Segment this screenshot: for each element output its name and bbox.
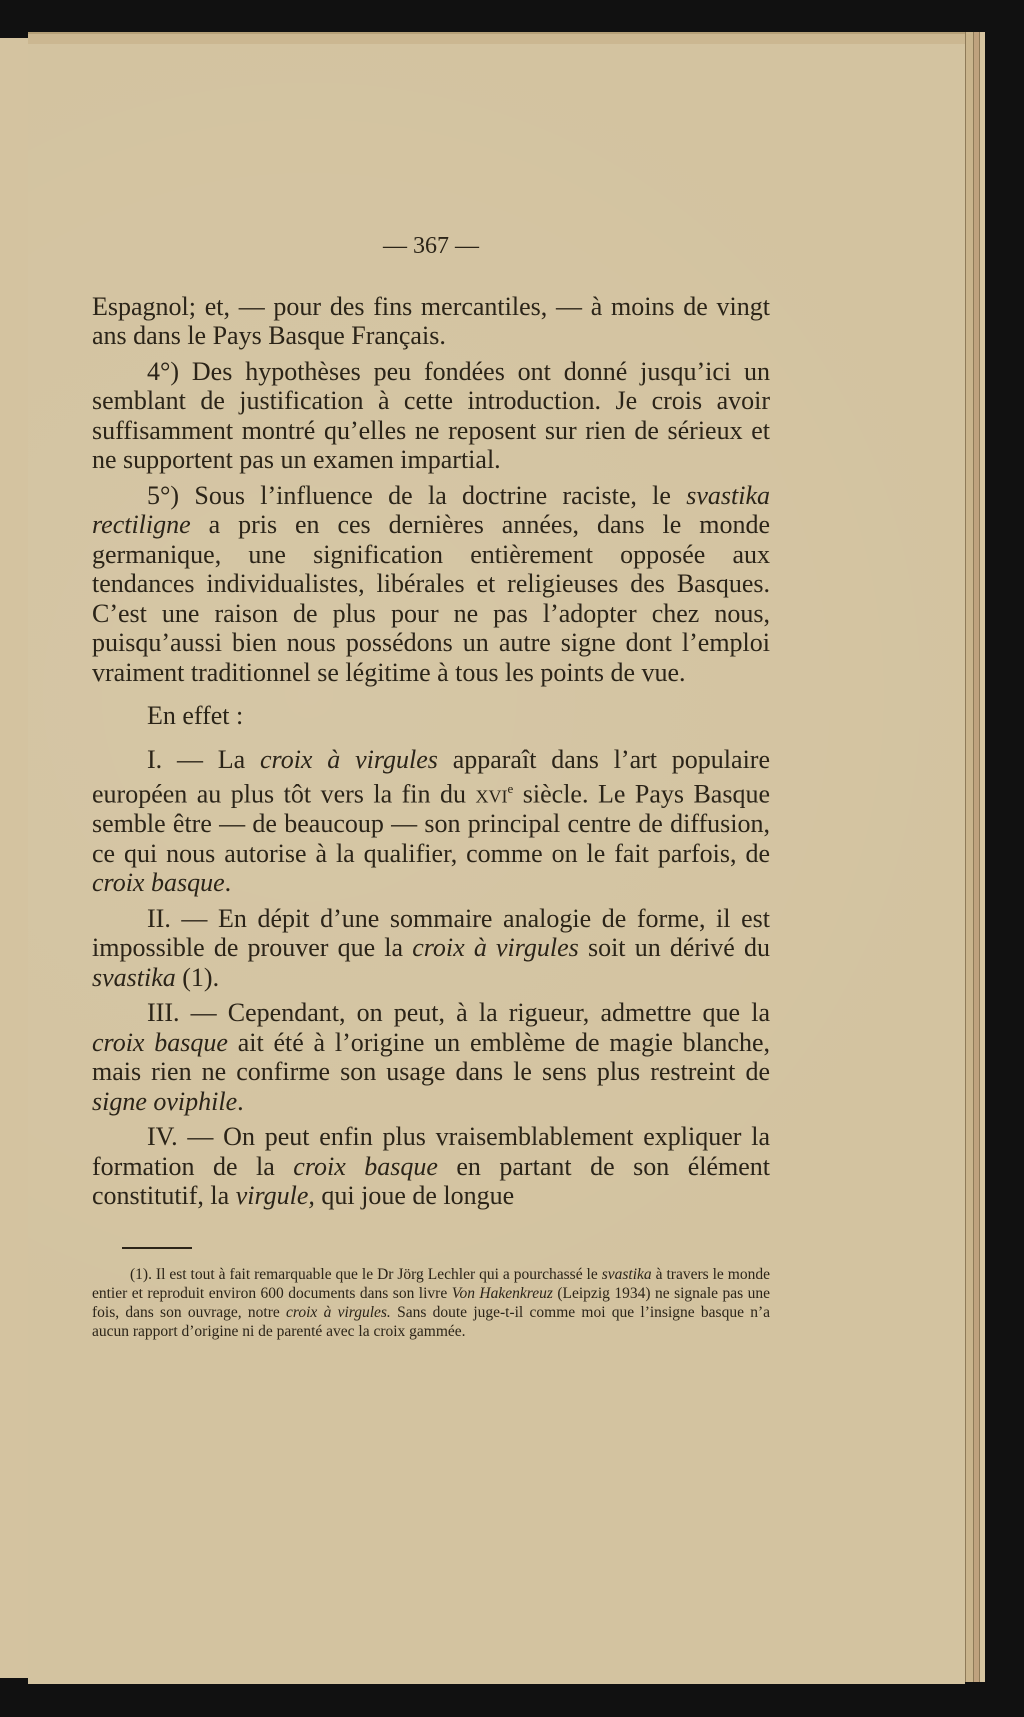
list-item-1: I. — La croix à virgules apparaît dans l’art populaire européen au plus tôt vers la fin du xvi$^e$ siècle. Le Pays Basque semble être — de beaucoup — son principal centre de diffusion, ce qui nous autorise à la qualifier, comme on le fait parfois, de croix basque. bbox=[92, 744, 771, 898]
page-number: — 367 — bbox=[383, 233, 479, 259]
footnote: (1). Il est tout à fait remarquable que le Dr Jörg Lechler qui a pourchassé le svastika à travers le monde entier et reproduit environ 600 documents dans son livre Von Hakenkreuz (Leipzig 1934) ne signale pas une fois, dans son ouvrage, notre croix à virgules. Sans doute juge-t-il comme moi que l’insigne basque n’a aucun rapport d’origine ni de parenté avec la croix gammée. bbox=[92, 1265, 770, 1340]
paragraph-5: 5°) Sous l’influence de la doctrine raciste, le svastika rectiligne a pris en ces dernières années, dans le monde germanique, une signification entièrement opposée aux tendances individualistes, libérales et religieuses des Basques. C’est une raison de plus pour ne pas l’adopter chez nous, puisqu’aussi bien nous possédons un autre signe dont l’emploi vraiment traditionnel se légitime à tous les points de vue. bbox=[92, 480, 770, 687]
paragraph-continuation: Espagnol; et, — pour des fins mercantiles, — à moins de vingt ans dans le Pays Basque Français. bbox=[92, 291, 770, 350]
list-item-3: III. — Cependant, on peut, à la rigueur, admettre que la croix basque ait été à l’origine un emblème de magie blanche, mais rien ne confirme son usage dans le sens plus restreint de signe oviphile. bbox=[92, 998, 770, 1116]
list-item-4: IV. — On peut enfin plus vraisemblablement expliquer la formation de la croix basque en partant de son élément constitutif, la virgule, qui joue de longue bbox=[92, 1122, 770, 1211]
list-item-2: II. — En dépit d’une sommaire analogie de forme, il est impossible de prouver que la croix à virgules soit un dérivé du svastika (1). bbox=[92, 903, 770, 992]
footnote-separator bbox=[122, 1247, 192, 1249]
paragraph-en-effet: En effet : bbox=[147, 701, 244, 730]
page-stack-edge bbox=[979, 32, 985, 1682]
paragraph-4: 4°) Des hypothèses peu fondées ont donné jusqu’ici un semblant de justification à cette introduction. Je crois avoir suffisamment montré qu’elles ne reposent sur rien de sérieux et ne supportent pas un examen impartial. bbox=[92, 356, 770, 474]
page-content bbox=[92, 232, 770, 1347]
